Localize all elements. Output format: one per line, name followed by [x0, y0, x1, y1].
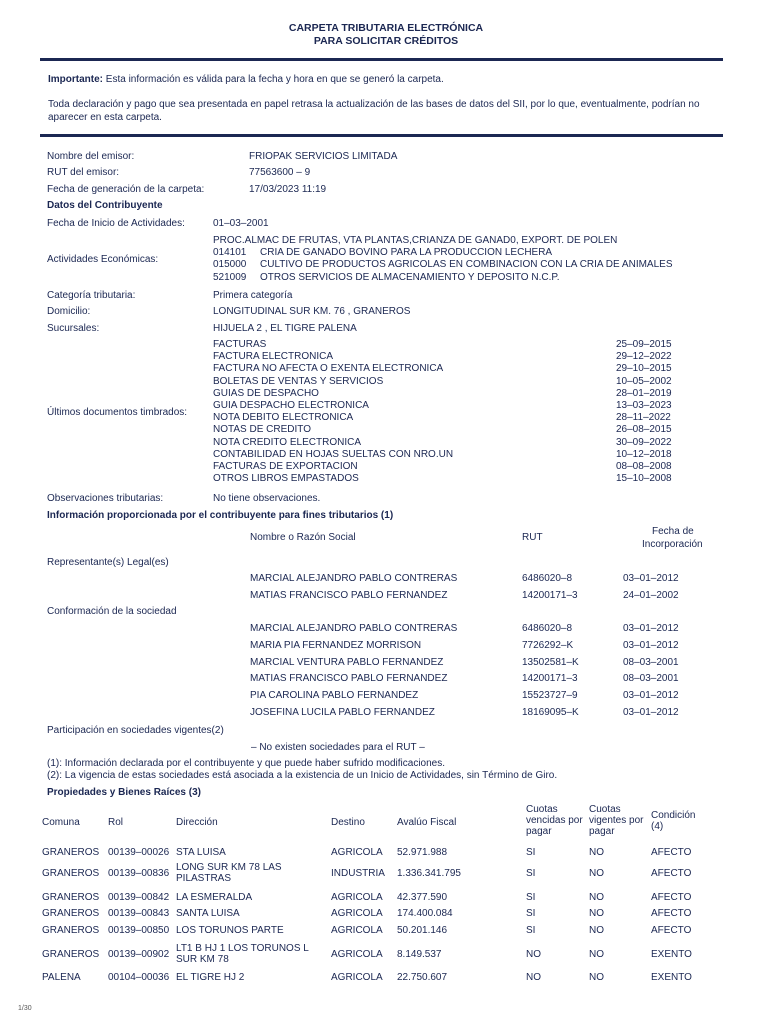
observations-label: Observaciones tributarias:	[47, 493, 164, 504]
docs-label: Últimos documentos timbrados:	[47, 407, 188, 418]
prop-header-vencidas: Cuotas vencidas por pagar	[526, 804, 583, 837]
document-subtitle: PARA SOLICITAR CRÉDITOS	[313, 35, 459, 47]
society-label: Conformación de la sociedad	[47, 606, 177, 617]
doc-name: NOTA DEBITO ELECTRONICA	[213, 412, 354, 424]
rep-date: 24–01–2002	[623, 590, 679, 601]
doc-name: OTROS LIBROS EMPASTADOS	[213, 473, 359, 485]
docs-dates	[616, 339, 672, 485]
prop-vencidas: NO	[526, 949, 541, 960]
col-header-name: Nombre o Razón Social	[250, 532, 356, 543]
no-societies-text: – No existen sociedades para el RUT –	[251, 742, 425, 753]
prop-destino: AGRICOLA	[331, 908, 383, 919]
doc-name: NOTA CREDITO ELECTRONICA	[213, 436, 361, 448]
doc-name: NOTAS DE CREDITO	[213, 424, 311, 436]
prop-vencidas: SI	[526, 847, 536, 858]
activity-code: 014101	[213, 247, 247, 259]
prop-avaluo: 174.400.084	[397, 908, 453, 919]
footnote-1: (1): Información declarada por el contribuyente y que puede haber sufrido modificaciones.	[47, 758, 446, 769]
prop-condicion: AFECTO	[651, 925, 692, 936]
prop-header-rol: Rol	[108, 817, 124, 828]
prop-avaluo: 1.336.341.795	[397, 868, 461, 879]
prop-vencidas: NO	[526, 972, 541, 983]
doc-date: 29–10–2015	[616, 363, 672, 375]
prop-vigentes: NO	[589, 892, 604, 903]
top-rule	[40, 58, 723, 61]
prop-avaluo: 52.971.988	[397, 847, 448, 858]
prop-comuna: PALENA	[42, 972, 81, 983]
doc-date: 10–05–2002	[616, 375, 672, 387]
prop-condicion: EXENTO	[651, 972, 692, 983]
address-value: LONGITUDINAL SUR KM. 76 , GRANEROS	[213, 306, 411, 317]
prop-header-destino: Destino	[331, 817, 365, 828]
prop-avaluo: 8.149.537	[397, 949, 442, 960]
member-rut: 15523727–9	[522, 690, 578, 701]
doc-date: 26–08–2015	[616, 424, 672, 436]
prop-rol: 00139–00902	[108, 949, 170, 960]
prop-comuna: GRANEROS	[42, 892, 100, 903]
prop-destino: AGRICOLA	[331, 972, 383, 983]
activity-text: PROC.ALMAC DE FRUTAS, VTA PLANTAS,CRIANZA DE GANAD0, EXPORT. DE POLEN	[213, 235, 618, 246]
important-notice	[48, 73, 718, 86]
member-date: 03–01–2012	[623, 707, 679, 718]
page-number: 1/30	[18, 1005, 32, 1012]
member-name: JOSEFINA LUCILA PABLO FERNANDEZ	[250, 707, 435, 718]
prop-destino: INDUSTRIA	[331, 868, 385, 879]
col-header-rut: RUT	[522, 532, 543, 543]
member-date: 03–01–2012	[623, 690, 679, 701]
member-date: 03–01–2012	[623, 640, 679, 651]
address-label: Domicilio:	[47, 306, 91, 317]
activity-code: 015000	[213, 259, 247, 271]
prop-destino: AGRICOLA	[331, 892, 383, 903]
category-value: Primera categoría	[213, 290, 293, 301]
prop-condicion: AFECTO	[651, 892, 692, 903]
prop-condicion: AFECTO	[651, 868, 692, 879]
doc-name: FACTURAS	[213, 339, 267, 350]
doc-name: GUIAS DE DESPACHO	[213, 387, 319, 399]
doc-date: 13–03–2023	[616, 399, 672, 411]
prop-vigentes: NO	[589, 868, 604, 879]
taxpayer-section-title: Datos del Contribuyente	[47, 200, 163, 211]
prop-vencidas: SI	[526, 892, 536, 903]
prop-condicion: AFECTO	[651, 847, 692, 858]
prop-avaluo: 42.377.590	[397, 892, 448, 903]
prop-rol: 00139–00850	[108, 925, 170, 936]
rep-date: 03–01–2012	[623, 573, 679, 584]
col-header-date-line1: Fecha de	[652, 526, 694, 537]
member-date: 08–03–2001	[623, 657, 679, 668]
prop-direccion: LOS TORUNOS PARTE	[176, 925, 284, 936]
properties-section-title: Propiedades y Bienes Raíces (3)	[47, 787, 201, 798]
rep-name: MARCIAL ALEJANDRO PABLO CONTRERAS	[250, 573, 458, 584]
generation-date-value: 17/03/2023 11:19	[249, 184, 327, 195]
activities-label: Actividades Económicas:	[47, 254, 159, 265]
prop-rol: 00139–00842	[108, 892, 170, 903]
prop-destino: AGRICOLA	[331, 847, 383, 858]
prop-direccion: LA ESMERALDA	[176, 892, 253, 903]
prop-condicion: AFECTO	[651, 908, 692, 919]
prop-comuna: GRANEROS	[42, 925, 100, 936]
activity-item	[213, 247, 673, 259]
doc-name: FACTURA NO AFECTA O EXENTA ELECTRONICA	[213, 363, 444, 375]
activity-text: CULTIVO DE PRODUCTOS AGRICOLAS EN COMBINACION CON LA CRIA DE ANIMALES	[260, 259, 673, 271]
prop-vigentes: NO	[589, 972, 604, 983]
doc-name: FACTURAS DE EXPORTACION	[213, 460, 358, 472]
member-name: MATIAS FRANCISCO PABLO FERNANDEZ	[250, 673, 448, 684]
member-rut: 6486020–8	[522, 623, 573, 634]
member-rut: 14200171–3	[522, 673, 578, 684]
member-rut: 18169095–K	[522, 707, 579, 718]
prop-condicion: EXENTO	[651, 949, 692, 960]
prop-direccion: EL TIGRE HJ 2	[176, 972, 245, 983]
doc-date: 15–10–2008	[616, 473, 672, 485]
activity-text: CRIA DE GANADO BOVINO PARA LA PRODUCCION LECHERA	[260, 247, 553, 259]
prop-header-condicion: Condición (4)	[651, 810, 696, 832]
doc-date: 10–12–2018	[616, 448, 672, 460]
generation-date-label: Fecha de generación de la carpeta:	[47, 184, 205, 195]
prop-rol: 00139–00026	[108, 847, 170, 858]
doc-name: GUIA DESPACHO ELECTRONICA	[213, 399, 369, 411]
prop-direccion: LT1 B HJ 1 LOS TORUNOS L SUR KM 78	[176, 943, 309, 965]
doc-date: 25–09–2015	[616, 339, 672, 350]
activity-item	[213, 272, 673, 284]
member-name: MARIA PIA FERNANDEZ MORRISON	[250, 640, 422, 651]
member-name: PIA CAROLINA PABLO FERNANDEZ	[250, 690, 419, 701]
category-label: Categoría tributaria:	[47, 290, 136, 301]
prop-destino: AGRICOLA	[331, 949, 383, 960]
emitter-rut-label: RUT del emisor:	[47, 167, 120, 178]
rep-name: MATIAS FRANCISCO PABLO FERNANDEZ	[250, 590, 448, 601]
prop-vigentes: NO	[589, 847, 604, 858]
emitter-name-value: FRIOPAK SERVICIOS LIMITADA	[249, 151, 398, 162]
notice-rule	[40, 134, 723, 137]
branches-value: HIJUELA 2 , EL TIGRE PALENA	[213, 323, 357, 334]
prop-comuna: GRANEROS	[42, 847, 100, 858]
docs-names	[213, 339, 453, 485]
member-rut: 7726292–K	[522, 640, 574, 651]
prop-vencidas: SI	[526, 908, 536, 919]
prop-vencidas: SI	[526, 925, 536, 936]
info-section-title: Información proporcionada por el contribuyente para fines tributarios (1)	[47, 510, 394, 521]
prop-header-avaluo: Avalúo Fiscal	[397, 817, 457, 828]
doc-date: 29–12–2022	[616, 351, 672, 363]
activity-item	[213, 259, 673, 271]
participation-label: Participación en sociedades vigentes(2)	[47, 725, 224, 736]
prop-header-direccion: Dirección	[176, 817, 218, 828]
prop-header-vigentes: Cuotas vigentes por pagar	[589, 804, 644, 837]
member-name: MARCIAL VENTURA PABLO FERNANDEZ	[250, 657, 444, 668]
doc-date: 28–11–2022	[616, 412, 671, 424]
emitter-name-label: Nombre del emisor:	[47, 151, 135, 162]
important-label: Importante:	[48, 74, 103, 85]
start-date-label: Fecha de Inicio de Actividades:	[47, 218, 185, 229]
activity-text: OTROS SERVICIOS DE ALMACENAMIENTO Y DEPOSITO N.C.P.	[260, 271, 560, 283]
rep-rut: 14200171–3	[522, 590, 578, 601]
prop-comuna: GRANEROS	[42, 908, 100, 919]
doc-date: 30–09–2022	[616, 436, 672, 448]
prop-avaluo: 50.201.146	[397, 925, 448, 936]
prop-direccion: SANTA LUISA	[176, 908, 240, 919]
prop-rol: 00139–00836	[108, 868, 170, 879]
prop-comuna: GRANEROS	[42, 868, 100, 879]
prop-comuna: GRANEROS	[42, 949, 100, 960]
important-text: Esta información es válida para la fecha y hora en que se generó la carpeta.	[103, 74, 444, 85]
prop-direccion: STA LUISA	[176, 847, 226, 858]
prop-header-comuna: Comuna	[42, 817, 80, 828]
prop-vencidas: SI	[526, 868, 536, 879]
prop-vigentes: NO	[589, 908, 604, 919]
member-date: 08–03–2001	[623, 673, 679, 684]
branches-label: Sucursales:	[47, 323, 100, 334]
observations-value: No tiene observaciones.	[213, 493, 321, 504]
document-title: CARPETA TRIBUTARIA ELECTRÓNICA	[288, 22, 484, 34]
footnote-2: (2): La vigencia de estas sociedades está asociada a la existencia de un Inicio de Actividades, sin Término de Giro.	[47, 770, 558, 781]
doc-date: 28–01–2019	[616, 387, 672, 399]
col-header-date-line2: Incorporación	[642, 539, 703, 550]
doc-name: CONTABILIDAD EN HOJAS SUELTAS CON NRO.UN	[213, 448, 454, 460]
activity-code: 521009	[213, 271, 247, 283]
activities-list	[213, 235, 673, 284]
prop-destino: AGRICOLA	[331, 925, 383, 936]
prop-vigentes: NO	[589, 949, 604, 960]
doc-date: 08–08–2008	[616, 460, 672, 472]
member-date: 03–01–2012	[623, 623, 679, 634]
emitter-rut-value: 77563600 – 9	[249, 167, 311, 178]
doc-name: FACTURA ELECTRONICA	[213, 351, 334, 363]
legal-reps-label: Representante(s) Legal(es)	[47, 557, 169, 568]
prop-rol: 00104–00036	[108, 972, 170, 983]
start-date-value: 01–03–2001	[213, 218, 269, 229]
doc-name: BOLETAS DE VENTAS Y SERVICIOS	[213, 375, 384, 387]
member-rut: 13502581–K	[522, 657, 579, 668]
prop-avaluo: 22.750.607	[397, 972, 448, 983]
prop-direccion: LONG SUR KM 78 LAS PILASTRAS	[176, 862, 282, 884]
prop-vigentes: NO	[589, 925, 604, 936]
paper-notice: Toda declaración y pago que sea presentada en papel retrasa la actualización de las bases de datos del SII, por lo que, eventualmente, podrían no aparecer en esta carpeta.	[48, 99, 700, 123]
prop-rol: 00139–00843	[108, 908, 170, 919]
rep-rut: 6486020–8	[522, 573, 573, 584]
activity-item	[213, 235, 673, 247]
member-name: MARCIAL ALEJANDRO PABLO CONTRERAS	[250, 623, 458, 634]
